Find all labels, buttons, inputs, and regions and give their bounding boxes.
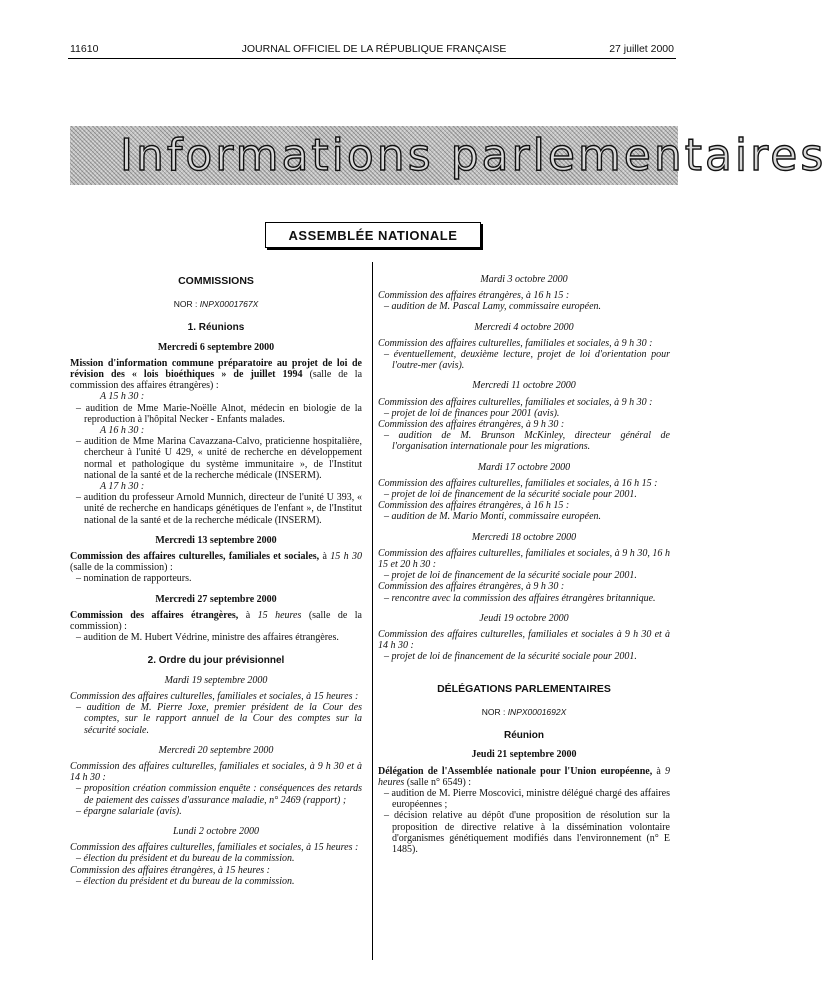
left-column	[70, 276, 362, 887]
agenda-item: – projet de loi de financement de la sécurité sociale pour 2001.	[384, 489, 637, 501]
commission-text: à	[238, 609, 258, 621]
agenda-item: – élection du président et du bureau de la commission.	[76, 875, 295, 887]
commission-line: Commission des affaires culturelles, familiales et sociales, à 9 h 30 et à 14 h 30 :	[70, 760, 362, 784]
section-banner	[70, 126, 826, 185]
time-label: A 17 h 30 :	[100, 481, 145, 493]
delegation-line	[378, 766, 670, 788]
date-heading: Mardi 19 septembre 2000	[164, 674, 268, 686]
date-heading: Mercredi 13 septembre 2000	[155, 534, 277, 546]
agenda-item: – proposition création commission enquête : conséquences des retards de paiement des caisses d'assurance maladie, n° 2469 (rapport) ;	[76, 783, 362, 806]
nor-code: INPX0001767X	[199, 299, 259, 310]
date-heading: Mercredi 27 septembre 2000	[155, 593, 277, 605]
agenda-item: – audition de M. Brunson McKinley, directeur général de l'organisation internationale pour les migrations.	[384, 430, 670, 453]
commission-line: Commission des affaires culturelles, familiales et sociales, à 9 h 30, 16 h 15 et 20 h 30 :	[378, 547, 670, 571]
agenda-item: – audition de M. Pierre Moscovici, ministre délégué chargé des affaires européennes ;	[384, 787, 670, 811]
agenda-item: – élection du président et du bureau de la commission.	[76, 853, 295, 865]
commission-line: Commission des affaires étrangères, à 16 h 15 :	[378, 500, 570, 512]
commission-line: Commission des affaires culturelles, familiales et sociales, à 9 h 30 :	[378, 396, 653, 408]
issue-date: 27 juillet 2000	[609, 43, 674, 55]
date-heading: Mercredi 6 septembre 2000	[157, 341, 275, 353]
date-heading: Lundi 2 octobre 2000	[172, 825, 259, 837]
chamber-title: ASSEMBLÉE NATIONALE	[265, 222, 481, 248]
agenda-item: – audition de Mme Marina Cavazzana-Calvo, praticienne hospitalière, chercheur à l'unité U 429, « unité de recherche en développement normal et pathologique du système immunitaire », de l'Institut national de la santé et de la recherche médicale (INSERM).	[76, 436, 362, 481]
date-heading: Jeudi 21 septembre 2000	[471, 749, 577, 761]
time-label: A 16 h 30 :	[100, 425, 145, 437]
ordre-heading: 2. Ordre du jour prévisionnel	[147, 655, 285, 667]
agenda-item: – audition de M. Mario Monti, commissaire européen.	[384, 511, 602, 523]
commission-line: Commission des affaires culturelles, familiales et sociales, à 9 h 30 :	[378, 337, 653, 349]
agenda-item: – rencontre avec la commission des affaires étrangères britannique.	[384, 592, 656, 604]
mission-location: (salle de la commission des affaires étrangères) :	[70, 369, 363, 392]
commissions-heading: COMMISSIONS	[178, 275, 254, 287]
column-divider	[372, 262, 373, 960]
reunions-heading: 1. Réunions	[187, 322, 245, 334]
agenda-item: – décision relative au dépôt d'une proposition de résolution sur la proposition de directive relative à la dissémination volontaire d'organismes génétiquement modifiés dans l'environnement (n° E 1485).	[384, 810, 670, 855]
commission-line: Commission des affaires étrangères, à 9 h 30 :	[378, 419, 565, 431]
agenda-item: – audition de Mme Marie-Noëlle Alnot, médecin en biologie de la reproduction à l'hôpital Necker - Enfants malades.	[76, 402, 362, 425]
agenda-item: – audition du professeur Arnold Munnich, directeur de l'unité U 393, « unité de recherche en handicaps génétiques de l'enfant », de l'Institut national de la santé et de la recherche médicale (INSERM).	[76, 492, 362, 526]
agenda-item: – projet de loi de financement de la sécurité sociale pour 2001.	[384, 651, 637, 663]
delegation-text: à	[652, 765, 665, 777]
right-column	[378, 274, 670, 855]
agenda-item: – audition de M. Pierre Joxe, premier président de la Cour des comptes, sur le rapport annuel de la Cour des comptes sur la sécurité sociale.	[76, 702, 362, 736]
date-heading: Mercredi 18 octobre 2000	[471, 531, 577, 543]
journal-title: JOURNAL OFFICIEL DE LA RÉPUBLIQUE FRANÇAISE	[241, 43, 507, 55]
commission-line: Commission des affaires étrangères, à 16 h 15 :	[378, 290, 570, 302]
banner-title: Informations parlementaires	[120, 130, 826, 181]
agenda-item: – nomination de rapporteurs.	[76, 573, 192, 585]
page-number: 11610	[70, 43, 99, 55]
commission-name: Commission des affaires culturelles, familiales et sociales,	[70, 551, 320, 563]
commission-line: Commission des affaires culturelles, familiales et sociales, à 15 heures :	[70, 690, 359, 702]
nor-reference	[378, 707, 670, 718]
agenda-item: – épargne salariale (avis).	[76, 805, 182, 817]
delegation-name: Délégation de l'Assemblée nationale pour l'Union européenne,	[378, 765, 653, 777]
date-heading: Mercredi 4 octobre 2000	[474, 321, 574, 333]
commission-line: Commission des affaires culturelles, familiales et sociales, à 15 heures :	[70, 842, 359, 854]
commission-location: (salle de la commission) :	[70, 609, 362, 633]
date-heading: Mercredi 11 octobre 2000	[472, 380, 576, 392]
delegations-heading: DÉLÉGATIONS PARLEMENTAIRES	[437, 682, 611, 695]
delegation-time: 9 heures	[378, 765, 670, 788]
nor-code: INPX0001692X	[507, 706, 567, 717]
delegation-location: (salle n° 6549) :	[404, 776, 472, 788]
agenda-item: – audition de M. Hubert Védrine, ministre des affaires étrangères.	[76, 632, 339, 644]
nor-reference	[70, 299, 362, 310]
agenda-item: – projet de loi de finances pour 2001 (avis).	[384, 407, 560, 419]
commission-location: (salle de la commission) :	[70, 562, 173, 574]
commission-time: 15 h 30	[330, 551, 362, 563]
commission-line: Commission des affaires étrangères, à 9 h 30 :	[378, 581, 565, 593]
commission-text: à	[319, 551, 331, 563]
commission-line: Commission des affaires culturelles, familiales et sociales, à 16 h 15 :	[378, 477, 658, 489]
commission-line: Commission des affaires étrangères, à 15 heures :	[70, 864, 270, 876]
commission-line	[70, 551, 362, 573]
mission-paragraph	[70, 358, 362, 392]
agenda-item: – audition de M. Pascal Lamy, commissaire européen.	[384, 301, 602, 313]
reunion-heading: Réunion	[504, 730, 544, 742]
agenda-item: – éventuellement, deuxième lecture, projet de loi d'orientation pour l'outre-mer (avis).	[384, 349, 670, 372]
mission-title: Mission d'information commune préparatoire au projet de loi de révision des « lois bioéthiques » de juillet 1994	[70, 357, 362, 381]
nor-label: NOR :	[173, 299, 198, 310]
header-rule	[68, 58, 676, 59]
commission-name: Commission des affaires étrangères,	[70, 609, 239, 621]
agenda-item: – projet de loi de financement de la sécurité sociale pour 2001.	[384, 570, 637, 582]
date-heading: Jeudi 19 octobre 2000	[479, 612, 569, 624]
date-heading: Mardi 3 octobre 2000	[480, 274, 568, 285]
date-heading: Mercredi 20 septembre 2000	[158, 744, 274, 756]
commission-time: 15 heures	[257, 609, 302, 621]
time-label: A 15 h 30 :	[100, 391, 145, 403]
date-heading: Mardi 17 octobre 2000	[477, 461, 571, 473]
nor-label: NOR :	[481, 706, 506, 717]
commission-line: Commission des affaires culturelles, familiales et sociales à 9 h 30 et à 14 h 30 :	[378, 629, 670, 652]
commission-line	[70, 610, 362, 632]
